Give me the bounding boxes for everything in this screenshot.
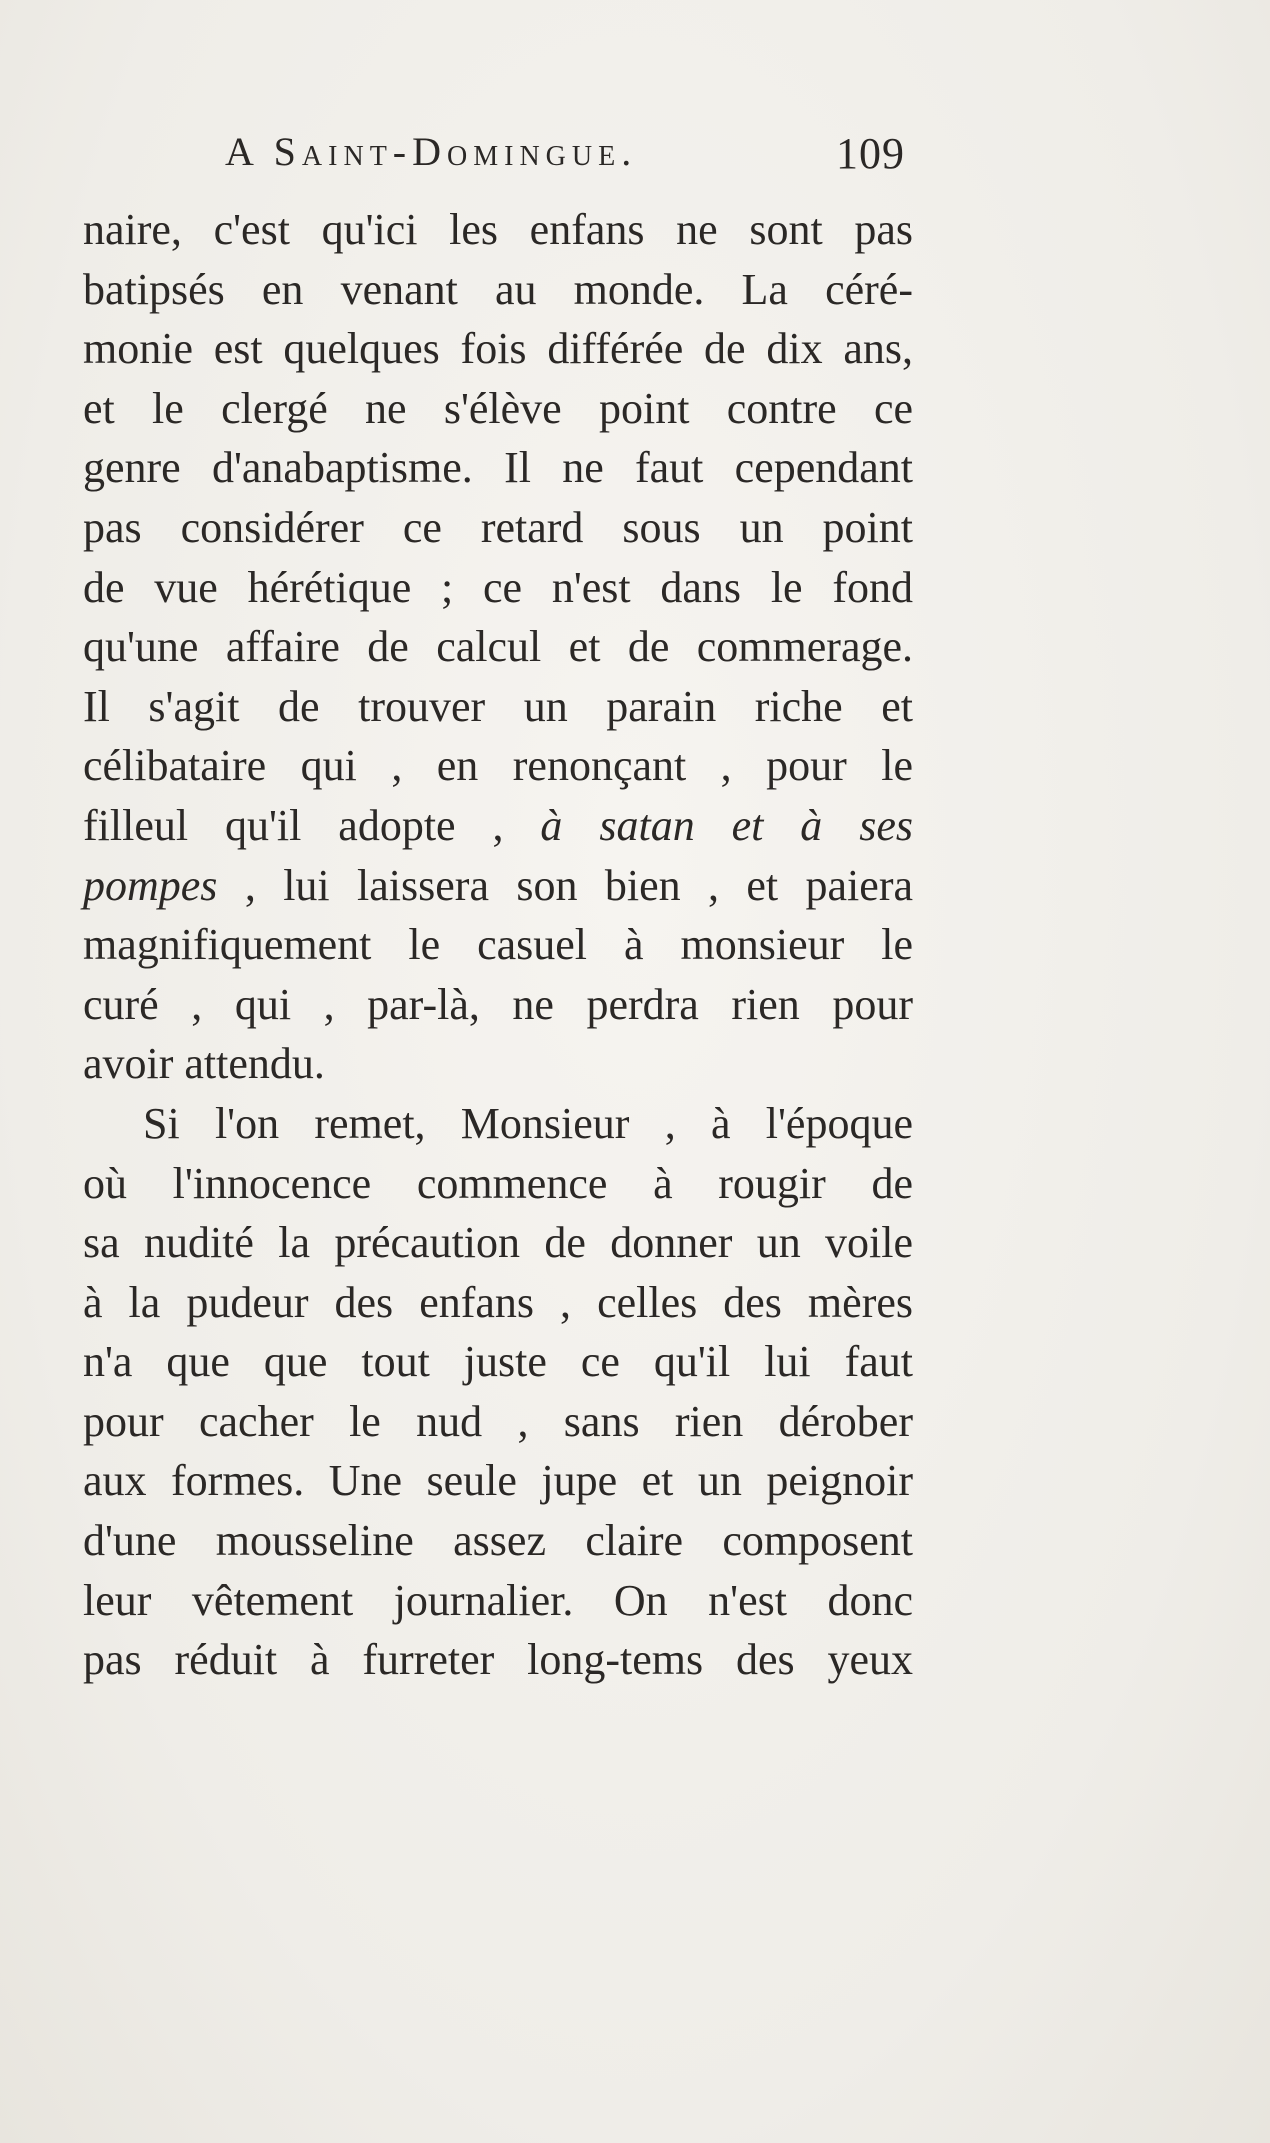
text-line: à la pudeur des enfans , celles des mères: [83, 1277, 913, 1327]
running-title: A Saint-Domingue.: [225, 129, 638, 174]
text-line: Si l'on remet, Monsieur , à l'époque: [143, 1098, 913, 1148]
text-line: n'a que que tout juste ce qu'il lui faut: [83, 1337, 913, 1387]
text-line: [83, 796, 913, 856]
text-line: curé , qui , par-là, ne perdra rien pour: [83, 979, 913, 1029]
text-line: magnifiquement le casuel à monsieur le: [83, 920, 913, 970]
text-segment: , lui laissera son bien , et paiera: [217, 860, 913, 910]
page-header: [225, 128, 905, 188]
text-line: batipsés en venant au monde. La céré-: [83, 264, 913, 314]
text-line: et le clergé ne s'élève point contre ce: [83, 383, 913, 433]
text-line: leur vêtement journalier. On n'est donc: [83, 1575, 913, 1625]
text-line: monie est quelques fois différée de dix ans,: [83, 324, 913, 374]
text-line: genre d'anabaptisme. Il ne faut cependant: [83, 443, 913, 493]
text-line: aux formes. Une seule jupe et un peignoir: [83, 1456, 913, 1506]
text-line: qu'une affaire de calcul et de commerage.: [83, 622, 913, 672]
text-line: [83, 856, 913, 916]
text-line: d'une mousseline assez claire composent: [83, 1516, 913, 1566]
text-line: pas réduit à furreter long-tems des yeux: [83, 1635, 913, 1685]
text-line: naire, c'est qu'ici les enfans ne sont pas: [83, 205, 913, 254]
text-segment: filleul qu'il adopte ,: [83, 800, 541, 850]
text-line: célibataire qui , en renonçant , pour le: [83, 741, 913, 791]
page-number: 109: [836, 129, 905, 178]
text-line: de vue hérétique ; ce n'est dans le fond: [83, 562, 913, 612]
text-line: Il s'agit de trouver un parain riche et: [83, 681, 913, 731]
text-line: pas considérer ce retard sous un point: [83, 502, 913, 552]
italic-text: pompes: [83, 860, 218, 910]
text-line: où l'innocence commence à rougir de: [83, 1158, 913, 1208]
text-line: sa nudité la précaution de donner un voile: [83, 1218, 913, 1268]
italic-text: à satan et à ses: [540, 800, 913, 850]
text-line: avoir attendu.: [83, 1039, 325, 1089]
body-text: [83, 200, 913, 1690]
text-line: pour cacher le nud , sans rien dérober: [83, 1396, 913, 1446]
